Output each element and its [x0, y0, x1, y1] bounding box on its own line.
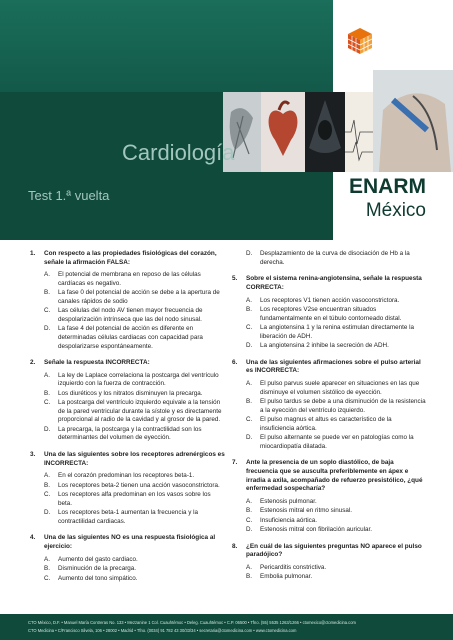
option-text: Aumento del gasto cardiaco.: [58, 555, 138, 563]
option-text: La angiotensina 2 inhibe la secreción de ADH.: [260, 341, 389, 349]
option-letter: C.: [44, 574, 51, 582]
answer-option: [44, 307, 225, 324]
option-text: Disminución de la precarga.: [58, 565, 137, 573]
answer-option: [246, 416, 427, 433]
option-text: Los receptores beta-2 tienen una acción vasoconstrictora.: [58, 481, 220, 489]
option-letter: B.: [246, 305, 252, 313]
question-stem: Señale la respuesta INCORRECTA:: [44, 359, 150, 367]
photo-ultrasound: [305, 92, 345, 172]
option-text: El pulso alternante se puede ver en patologías como la miocardiopatía dilatada.: [260, 433, 414, 450]
question: [232, 275, 427, 350]
cto-cube-logo-icon: [345, 26, 375, 56]
question: [30, 359, 225, 443]
question-stem: Con respecto a las propiedades fisiológicas del corazón, señale la afirmación FALSA:: [44, 250, 217, 266]
answer-option: [246, 564, 427, 573]
option-letter: D.: [246, 526, 253, 534]
exam-name: ENARM: [349, 175, 426, 198]
question-number: 2.: [30, 359, 36, 367]
question-number: 7.: [232, 459, 238, 467]
option-letter: D.: [44, 325, 51, 333]
answer-option: [44, 575, 225, 584]
option-letter: D.: [44, 509, 51, 517]
option-letter: D.: [246, 341, 253, 349]
option-text: Pericarditis constrictiva.: [260, 564, 327, 572]
option-letter: B.: [246, 573, 252, 581]
answer-option: [44, 289, 225, 306]
question-continuation: [232, 250, 427, 267]
option-text: La fase 0 del potencial de acción se debe a la apertura de canales rápidos de sodio: [58, 289, 220, 305]
page-title: Cardiología: [122, 140, 235, 165]
answer-option: [246, 342, 427, 351]
answer-option: [246, 306, 427, 323]
answer-option: [44, 390, 225, 399]
option-letter: C.: [44, 491, 51, 499]
answer-option: [246, 297, 427, 306]
answer-option: [44, 399, 225, 425]
option-letter: A.: [246, 296, 252, 304]
question-stem: Una de las siguientes sobre los receptores adrenérgicos es INCORRECTA:: [44, 450, 225, 467]
exam-country: México: [365, 200, 426, 221]
option-text: Los receptores alfa predominan en los vasos sobre los beta.: [58, 491, 211, 507]
option-letter: B.: [44, 389, 50, 397]
option-letter: C.: [246, 323, 253, 331]
option-letter: D.: [246, 250, 253, 257]
questions-column-left: [30, 250, 225, 591]
option-letter: C.: [44, 399, 51, 407]
answer-option: [44, 565, 225, 574]
footer-address-mexico: CTO México, D.F. • Manuel María Contreras No. 133 • Mezzanine 1 Col. Cuauhtémoc • Deleg. Cuauhtémoc • C.P. 06500 • Tfno. (55) 5535 1263/1266 • ctomexico@ctomedicina.com: [28, 620, 356, 625]
question: [232, 543, 427, 582]
photo-heart: [261, 92, 305, 172]
option-text: Desplazamiento de la curva de disociación de Hb a la derecha.: [260, 250, 410, 266]
question: [30, 534, 225, 583]
answer-option: [44, 509, 225, 526]
header-top-band: [0, 0, 333, 92]
question-number: 4.: [30, 534, 36, 542]
photo-strip: [223, 92, 453, 172]
answer-option: [246, 573, 427, 582]
option-letter: A.: [44, 371, 50, 379]
answer-option: [246, 398, 427, 415]
option-text: La angiotensina 1 y la renina estimulan directamente la liberación de ADH.: [260, 323, 415, 340]
option-letter: A.: [44, 472, 50, 480]
option-text: La postcarga del ventrículo izquierdo equivale a la tensión de la pared ventricular durante la sístole y es directamente proporcional al radio de la cavidad y al grosor de la pared.: [58, 399, 222, 424]
photo-procedure: [373, 0, 453, 172]
option-text: La ley de Laplace correlaciona la postcarga del ventrículo izquierdo con la fuerza de contracción.: [58, 371, 219, 388]
answer-option: [246, 434, 427, 451]
option-text: Los receptores V1 tienen acción vasoconstrictora.: [260, 296, 400, 304]
option-letter: A.: [44, 271, 50, 279]
answer-option: [44, 426, 225, 443]
answer-option: [44, 271, 225, 288]
answer-option: [246, 324, 427, 341]
option-text: Estenosis mitral en ritmo sinusal.: [260, 507, 353, 515]
answer-option: [246, 498, 427, 507]
question-stem: Una de las siguientes NO es una respuesta fisiológica al ejercicio:: [44, 534, 216, 551]
option-letter: C.: [44, 307, 51, 315]
question: [232, 359, 427, 452]
question-number: 3.: [30, 450, 36, 458]
answer-option: [246, 517, 427, 526]
page-subtitle: Test 1.ª vuelta: [28, 188, 110, 203]
option-letter: D.: [44, 425, 51, 433]
answer-option: [44, 482, 225, 491]
question: [30, 250, 225, 351]
option-letter: A.: [44, 555, 50, 563]
option-letter: B.: [44, 481, 50, 489]
option-letter: B.: [246, 397, 252, 405]
option-letter: B.: [44, 565, 50, 573]
answer-option: [246, 507, 427, 516]
page-footer: [0, 614, 453, 640]
option-letter: A.: [246, 497, 252, 505]
option-letter: C.: [246, 415, 253, 423]
option-text: El pulso parvus suele aparecer en situaciones en las que disminuye el volumen sistólico de eyección.: [260, 379, 420, 396]
question-stem: Una de las siguientes afirmaciones sobre el pulso arterial es INCORRECTA:: [246, 358, 421, 375]
option-letter: A.: [246, 564, 252, 572]
option-text: El pulso tardus se debe a una disminución de la resistencia a la eyección del ventrículo izquierdo.: [260, 397, 426, 414]
option-letter: D.: [246, 433, 253, 441]
option-text: Insuficiencia aórtica.: [260, 516, 318, 524]
answer-option: [44, 472, 225, 481]
option-text: Estenosis mitral con fibrilación auricular.: [260, 526, 372, 534]
option-text: Los receptores V2se encuentran situados fundamentalmente en el túbulo contorneado distal.: [260, 305, 402, 322]
option-letter: B.: [44, 289, 50, 297]
option-text: Los diuréticos y los nitratos disminuyen la precarga.: [58, 389, 203, 397]
option-text: La fase 4 del potencial de acción es diferente en determinadas células cardiacas con capacidad para despolarizarse espontáneamente.: [58, 325, 203, 350]
answer-option: [246, 250, 427, 267]
question-number: 8.: [232, 542, 238, 550]
answer-option: [246, 526, 427, 535]
option-letter: A.: [246, 379, 252, 387]
option-text: Embolia pulmonar.: [260, 573, 313, 581]
answer-option: [246, 380, 427, 397]
option-text: El potencial de membrana en reposo de las células cardíacas es negativo.: [58, 271, 201, 287]
answer-option: [44, 372, 225, 389]
question-number: 1.: [30, 250, 36, 257]
footer-address-madrid: CTO Medicina • C/Francisco Silvela, 106 • 28002 • Madrid • Tfno. (0034) 91 782 43 30/33/34 • secretaria@ctomedicina.com • www.ctomedicina.com: [28, 628, 297, 633]
option-letter: B.: [246, 507, 252, 515]
question-stem: Ante la presencia de un soplo diastólico, de baja frecuencia que se ausculta preferiblemente en ápex e irradia a axila, acompañado de refuerzo presistólico, ¿qué enfermedad sospecharía?: [246, 459, 423, 493]
question-number: 6.: [232, 358, 238, 366]
option-text: El pulso magnus et altus es característico de la insuficiencia aórtica.: [260, 415, 392, 432]
question-stem: Sobre el sistema renina-angiotensina, señale la respuesta CORRECTA:: [246, 275, 422, 291]
question-stem: ¿En cuál de las siguientes preguntas NO aparece el pulso paradójico?: [246, 542, 422, 559]
photo-ecg: [345, 92, 373, 172]
answer-option: [44, 556, 225, 565]
option-letter: C.: [246, 516, 253, 524]
question-number: 5.: [232, 275, 238, 283]
questions-column-right: [232, 250, 427, 590]
answer-option: [44, 325, 225, 351]
option-text: La precarga, la postcarga y la contractilidad son los determinantes del volumen de eyección.: [58, 425, 202, 442]
option-text: Estenosis pulmonar.: [260, 497, 317, 505]
option-text: Los receptores beta-1 aumentan la frecuencia y la contractilidad cardiacas.: [58, 509, 199, 525]
answer-option: [44, 491, 225, 508]
question: [232, 459, 427, 535]
question: [30, 451, 225, 526]
option-text: En el corazón predominan los receptores beta-1.: [58, 472, 195, 480]
option-text: Las células del nodo AV tienen mayor frecuencia de despolarización intrínseca que las del nodo sinusal.: [58, 307, 203, 323]
option-text: Aumento del tono simpático.: [58, 574, 138, 582]
